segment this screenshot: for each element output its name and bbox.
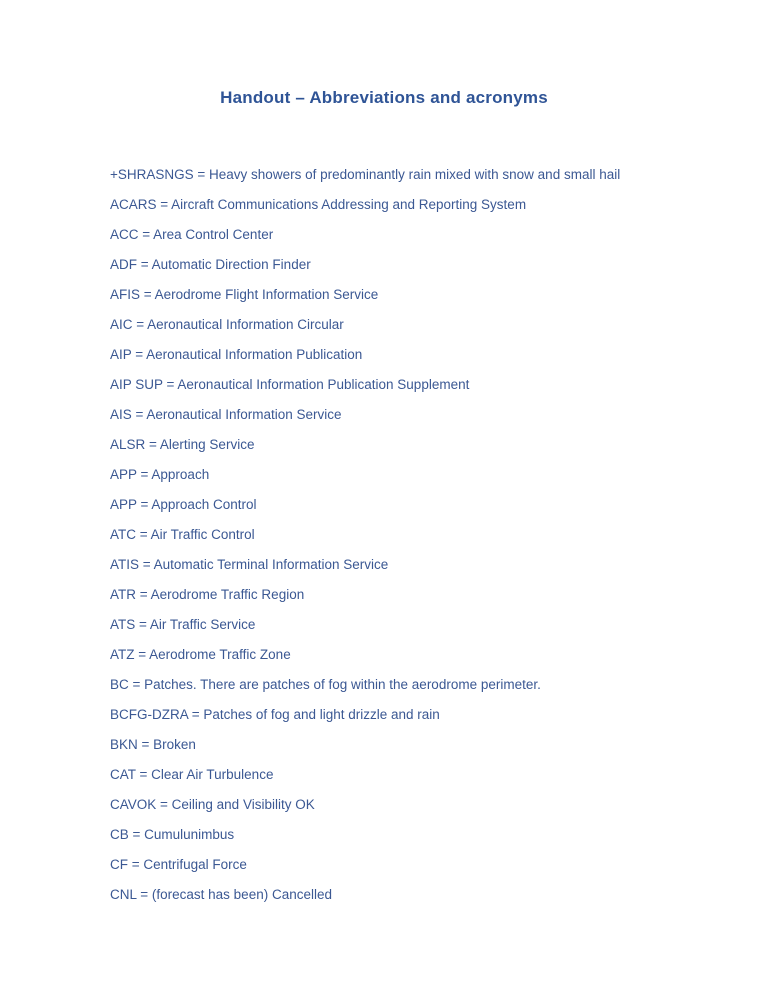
abbreviation-line: ATC = Air Traffic Control — [110, 527, 255, 542]
abbreviation-line: CNL = (forecast has been) Cancelled — [110, 887, 332, 902]
abbreviation-line: ACARS = Aircraft Communications Addressing and Reporting System — [110, 197, 527, 212]
abbreviation-line: APP = Approach — [110, 467, 210, 482]
abbreviation-line: AIS = Aeronautical Information Service — [110, 407, 342, 422]
abbreviation-line: AIC = Aeronautical Information Circular — [110, 317, 344, 332]
abbreviation-line: AFIS = Aerodrome Flight Information Service — [110, 287, 379, 302]
abbreviation-line: BC = Patches. There are patches of fog within the aerodrome perimeter. — [110, 677, 541, 692]
abbreviation-line: ATZ = Aerodrome Traffic Zone — [110, 647, 291, 662]
abbreviation-line: CF = Centrifugal Force — [110, 857, 247, 872]
abbreviation-line: APP = Approach Control — [110, 497, 257, 512]
abbreviation-list — [0, 160, 768, 910]
abbreviation-line: ALSR = Alerting Service — [110, 437, 255, 452]
page-title: Handout – Abbreviations and acronyms — [220, 88, 548, 107]
abbreviation-line: CB = Cumulunimbus — [110, 827, 235, 842]
abbreviation-line: +SHRASNGS = Heavy showers of predominantly rain mixed with snow and small hail — [110, 167, 621, 182]
abbreviation-line: CAT = Clear Air Turbulence — [110, 767, 274, 782]
abbreviation-line: BKN = Broken — [110, 737, 196, 752]
abbreviation-line: AIP = Aeronautical Information Publication — [110, 347, 363, 362]
abbreviation-line: BCFG-DZRA = Patches of fog and light drizzle and rain — [110, 707, 440, 722]
abbreviation-line: ATS = Air Traffic Service — [110, 617, 256, 632]
abbreviation-line: ATIS = Automatic Terminal Information Service — [110, 557, 389, 572]
abbreviation-line: AIP SUP = Aeronautical Information Publication Supplement — [110, 377, 470, 392]
abbreviation-line: CAVOK = Ceiling and Visibility OK — [110, 797, 315, 812]
abbreviation-line: ADF = Automatic Direction Finder — [110, 257, 311, 272]
abbreviation-line: ACC = Area Control Center — [110, 227, 274, 242]
abbreviation-line: ATR = Aerodrome Traffic Region — [110, 587, 305, 602]
